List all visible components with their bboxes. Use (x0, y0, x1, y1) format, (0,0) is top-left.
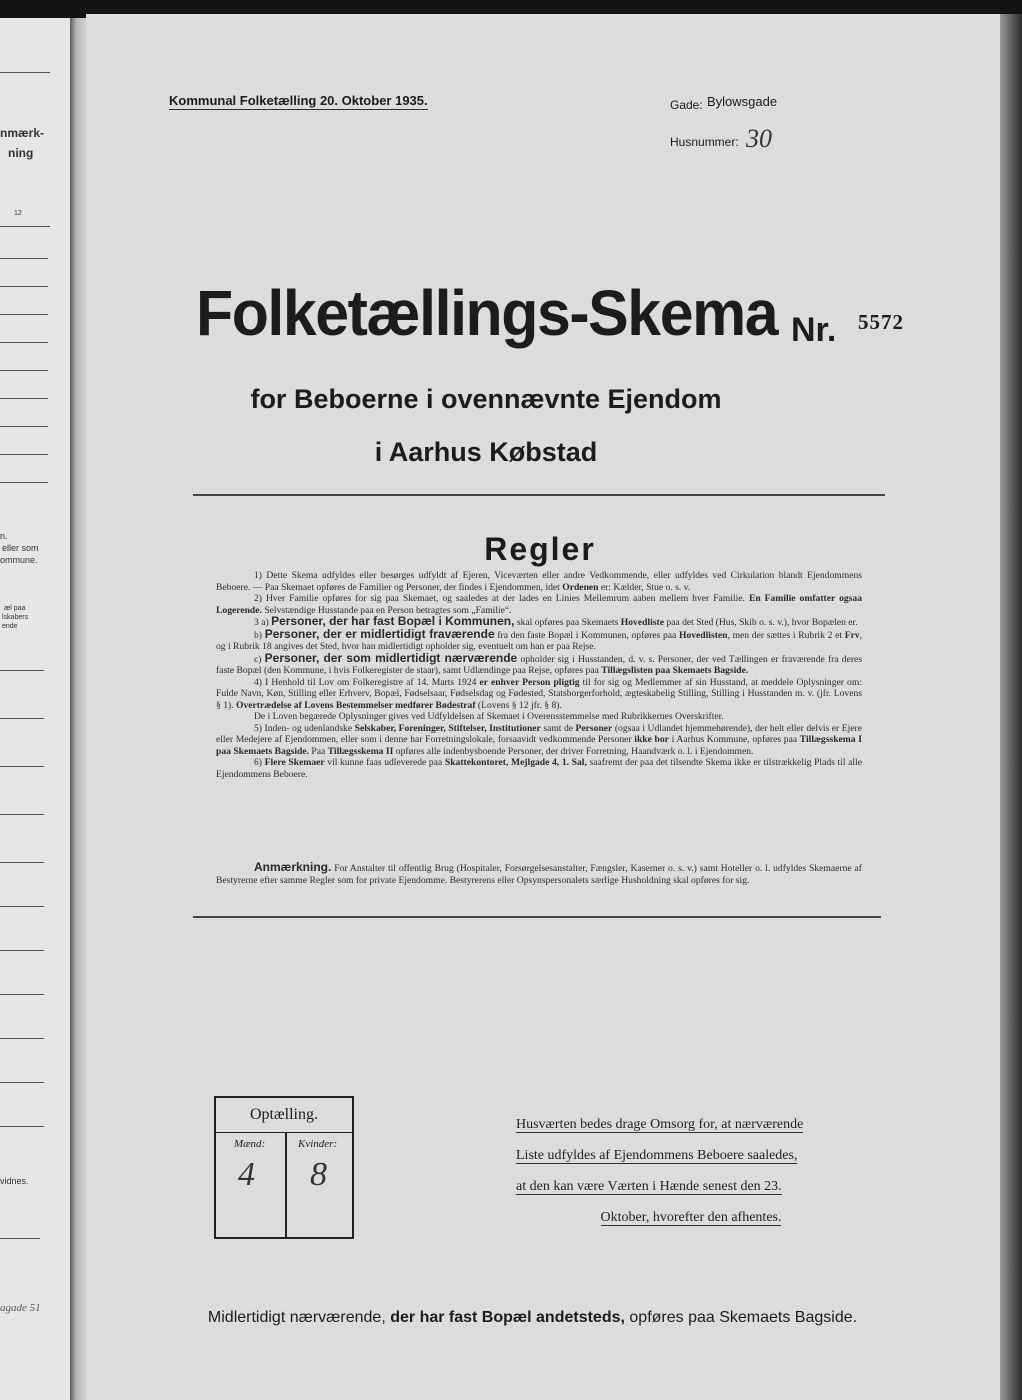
ruled-line (0, 314, 48, 315)
landlord-notice (516, 1109, 866, 1233)
ruled-line (0, 226, 50, 227)
ruled-line (0, 286, 48, 287)
page-edge-shadow (1000, 14, 1022, 1400)
rules-text (216, 570, 862, 780)
ruled-line (0, 258, 48, 259)
ruled-line (0, 718, 44, 719)
rule-1: 1) Dette Skema udfyldes eller besørges udfyldt af Ejeren, Viceværten eller andre Vedkommende, eller udfyldes ved Cirkulation blandt Ejendommens Beboere. — Paa Skemaet opføres de Familier og Personer, der findes i Ejendommen, idet Ordenen er: Kælder, Stue o. s. v. (216, 570, 862, 593)
men-label: Mænd: (234, 1138, 266, 1150)
house-number-value: 30 (746, 124, 772, 153)
rule-3a: 3 a) Personer, der har fast Bopæl i Kommunen, skal opføres paa Skemaets Hovedliste paa det Sted (Hus, Skib o. s. v.), hvor Bopælen er. (254, 614, 858, 628)
ruled-line (0, 342, 48, 343)
previous-page-edge (0, 18, 70, 1400)
book-gutter (70, 18, 86, 1400)
count-box (214, 1096, 354, 1239)
form-nr-label: Nr. (791, 311, 837, 349)
ruled-line (0, 950, 44, 951)
women-count: 8 (310, 1156, 327, 1193)
count-box-divider (285, 1132, 287, 1239)
ruled-line (0, 766, 44, 767)
rule-3b: b) Personer, der er midlertidigt fraværende fra den faste Bopæl i Kommunen, opføres paa Hovedlisten, men der sættes i Rubrik 2 et Frv, og i Rubrik 18 angives det Sted, hvor han midlertidigt opholder sig, eventuelt om han er paa Rejse. (216, 626, 863, 652)
divider (193, 916, 881, 918)
notice-line: Husværten bedes drage Omsorg for, at nærværende (516, 1117, 804, 1132)
form-subtitle-location: i Aarhus Købstad (374, 437, 598, 467)
street-value: Bylowsgade (707, 94, 778, 109)
fragment-text: ning (8, 146, 34, 160)
fragment-text: ende (2, 623, 18, 630)
remark-section (216, 862, 862, 886)
notice-line: at den kan være Værten i Hænde senest den 23. (516, 1179, 782, 1194)
women-label: Kvinder: (298, 1138, 338, 1150)
remark-label: Anmærkning. (254, 860, 332, 874)
rule-3c: c) Personer, der som midlertidigt nærværende opholder sig i Husstanden, d. v. s. Personer, der ved Tællingen er fraværende fra deres faste Bopæl (den Kommune, i hvis Folkeregister de staar), samt Udlændinge paa Rejse, opføres paa Tillægslisten paa Skemaets Bagside. (216, 650, 863, 676)
handwritten-fragment: agade 51 (0, 1302, 41, 1314)
ruled-line (0, 370, 48, 371)
ruled-line (0, 1238, 40, 1239)
men-count: 4 (238, 1156, 255, 1193)
fragment-text: ommune. (0, 555, 38, 565)
rule-4b: De i Loven begærede Oplysninger gives ved Udfyldelsen af Skemaet i Overensstemmelse med Rubrikkernes Overskrifter. (254, 711, 724, 722)
ruled-line (0, 670, 44, 671)
fragment-text: vidnes. (0, 1176, 29, 1186)
rule-6: 6) Flere Skemaer vil kunne faas udleverede paa Skattekontoret, Mejlgade 4, 1. Sal, saafremt der paa det tilsendte Skema ikke er tilstrækkelig Plads til alle Ejendommens Beboere. (216, 757, 862, 780)
divider (193, 494, 885, 496)
fragment-text: eller som (2, 543, 39, 553)
rule-5: 5) Inden- og udenlandske Selskaber, Foreninger, Stiftelser, Institutioner samt de Personer (ogsaa i Udlandet hjemmehørende), der helt eller delvis er Ejere eller Medejere af Ejendommen, eller som i denne har Forretningslokale, forsaavidt vedkommende Personer ikke bor i Aarhus Kommune, opføres paa Tillægsskema I paa Skemaets Bagside. Paa Tillægsskema II opføres alle indenbysboende Personer, der driver Forretning, Haandværk o. l. i Ejendommen. (216, 722, 862, 757)
house-number-label: Husnummer: (670, 135, 739, 149)
form-title: Folketællings-Skema (196, 277, 778, 349)
ruled-line (0, 862, 44, 863)
fragment-text: æl paa (4, 605, 26, 612)
ruled-line (0, 1082, 44, 1083)
fragment-text: lskabers (2, 614, 29, 621)
form-number: 5572 (858, 310, 904, 334)
ruled-line (0, 398, 48, 399)
rules-heading: Regler (484, 531, 596, 567)
notice-line: Oktober, hvorefter den afhentes. (600, 1210, 782, 1225)
count-box-title: Optælling. (216, 1098, 352, 1133)
fragment-text: nmærk- (0, 126, 45, 140)
census-form-page (86, 14, 1000, 1400)
ruled-line (0, 1126, 44, 1127)
rule-2: 2) Hver Familie opføres for sig paa Skemaet, og saaledes at der lades en Linies Mellemrum aaben mellem hver Familie. En Familie omfatter ogsaa Logerende. Selvstændige Husstande paa en Person betragtes som „Familie“. (216, 593, 862, 616)
fragment-text: 12 (14, 210, 22, 217)
ruled-line (0, 482, 48, 483)
street-label: Gade: (670, 98, 703, 112)
fragment-text: n. (0, 531, 8, 541)
ruled-line (0, 906, 44, 907)
rule-4: 4) I Henhold til Lov om Folkeregistre af 14. Marts 1924 er enhver Person pligtig til for sig og Medlemmer af sin Husstand, at meddele Oplysninger om: Fulde Navn, Køn, Stilling eller Erhverv, Bopæl, Fødselsaar, Fødselsdag og Fødested, Statsborgerforhold, ægteskabelig Stilling, Stilling i Husstanden m. v. (jfr. Lovens § 1). Overtrædelse af Lovens Bestemmelser medfører Bødestraf (Lovens § 12 jfr. § 8). (216, 676, 862, 711)
footer-note: Midlertidigt nærværende, der har fast Bopæl andetsteds, opføres paa Skemaets Bagside. (207, 1309, 858, 1326)
census-header: Kommunal Folketælling 20. Oktober 1935. (169, 93, 428, 108)
ruled-line (0, 454, 48, 455)
ruled-line (0, 1038, 44, 1039)
ruled-line (0, 426, 48, 427)
form-subtitle: for Beboerne i ovennævnte Ejendom (250, 384, 722, 414)
ruled-line (0, 994, 44, 995)
remark-text: For Anstalter til offentlig Brug (Hospitaler, Forsørgelsesanstalter, Fængsler, Kaserner o. s. v.) samt Hoteller o. l. udfyldes Skemaerne af Bestyrerne efter samme Regler som for private Ejendomme. Bestyrerens eller Opsynspersonalets særlige Husholdning skal opføres for sig. (216, 863, 862, 886)
ruled-line (0, 72, 50, 73)
notice-line: Liste udfyldes af Ejendommens Beboere saaledes, (516, 1148, 798, 1163)
ruled-line (0, 814, 44, 815)
